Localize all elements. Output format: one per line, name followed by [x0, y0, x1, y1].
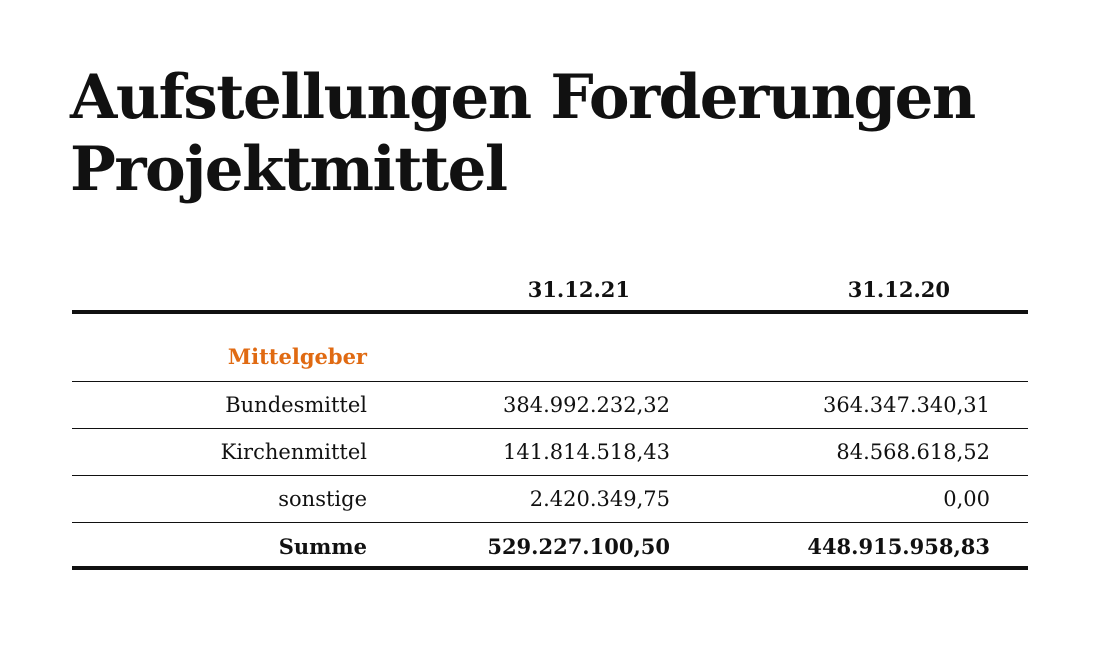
row-value-2021: 2.420.349,75 — [529, 487, 670, 511]
page-title-line-2: Projektmittel — [70, 134, 507, 205]
row-value-2021: 141.814.518,43 — [503, 440, 670, 464]
row-value-2020: 84.568.618,52 — [836, 440, 990, 464]
receivables-table — [72, 270, 1028, 570]
total-value-2021: 529.227.100,50 — [487, 534, 670, 559]
row-label: Kirchenmittel — [220, 440, 367, 464]
total-value-2020: 448.915.958,83 — [807, 534, 990, 559]
table-row — [72, 382, 1028, 429]
table-header-row — [72, 270, 1028, 314]
column-header-2020: 31.12.20 — [847, 277, 950, 302]
row-value-2020: 0,00 — [943, 487, 990, 511]
group-header-row — [72, 314, 1028, 382]
row-label: Bundesmittel — [225, 393, 367, 417]
page-title-line-1: Aufstellungen Forderungen — [70, 62, 975, 133]
total-label: Summe — [278, 534, 367, 559]
table-row — [72, 476, 1028, 523]
row-label: sonstige — [278, 487, 367, 511]
total-row — [72, 523, 1028, 570]
column-header-2021: 31.12.21 — [527, 277, 630, 302]
table-row — [72, 429, 1028, 476]
row-value-2020: 364.347.340,31 — [823, 393, 990, 417]
row-value-2021: 384.992.232,32 — [503, 393, 670, 417]
group-label: Mittelgeber — [227, 344, 367, 369]
page-title — [70, 62, 975, 206]
